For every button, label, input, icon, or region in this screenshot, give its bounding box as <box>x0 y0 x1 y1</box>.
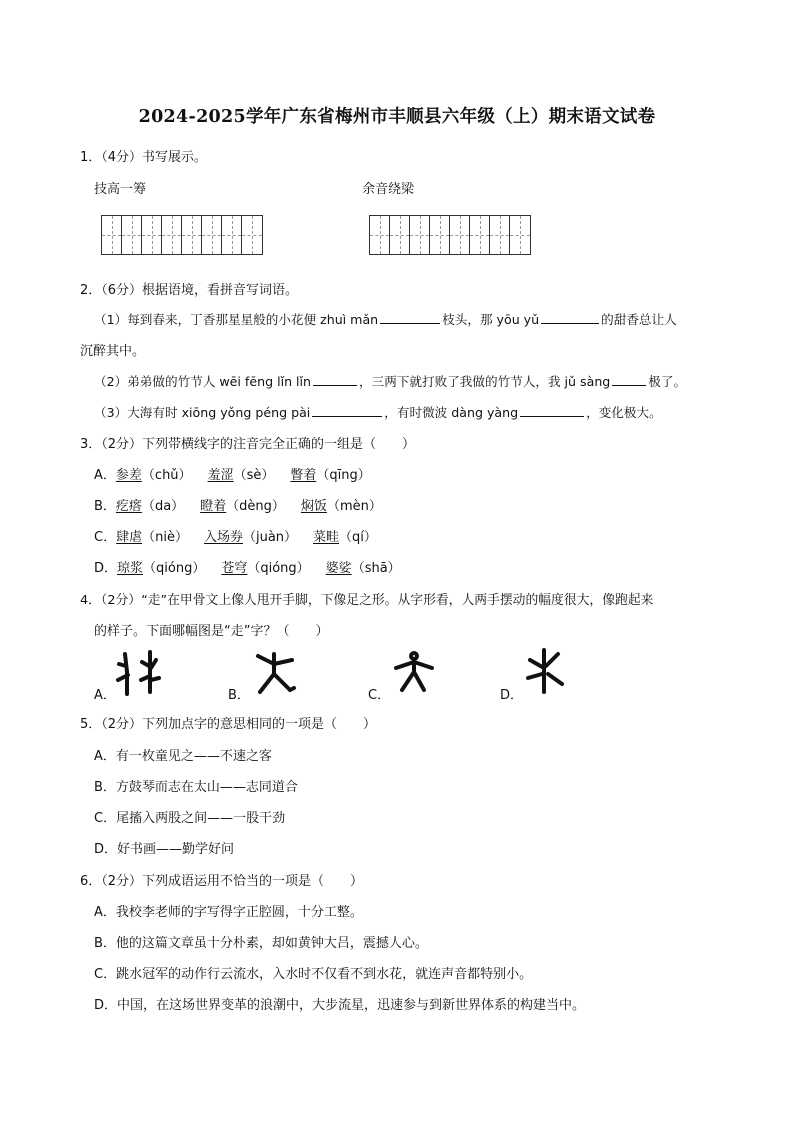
q2-line2 <box>94 371 686 390</box>
q4-option-c-label[interactable]: C． <box>368 688 391 703</box>
q1-word1: 技高一筹 <box>94 182 147 197</box>
q3-option-d[interactable] <box>94 557 401 576</box>
word: 参差 <box>115 468 142 483</box>
q2-line1-part2: 枝头，那 yōu yǔ <box>442 312 540 327</box>
pinyin: （qīng） <box>316 468 371 483</box>
word: 焖饭 <box>300 499 327 514</box>
writing-grid-2[interactable] <box>369 215 531 255</box>
q2-line1 <box>94 309 677 328</box>
q6-option-c[interactable]: C．跳水冠军的动作行云流水，入水时不仅看不到水花，就连声音都特别小。 <box>94 967 533 982</box>
pinyin: （qióng） <box>247 561 310 576</box>
option-label: A． <box>94 468 116 483</box>
answer-blank[interactable] <box>520 402 584 417</box>
q2-line2-part1: （2）弟弟做的竹节人 wēi fēng lǐn lǐn <box>94 374 312 389</box>
answer-blank[interactable] <box>313 371 357 386</box>
q1-word2: 余音绕梁 <box>362 182 415 197</box>
pinyin: （shā） <box>351 561 401 576</box>
answer-blank[interactable] <box>541 309 599 324</box>
word: 苍穹 <box>221 561 248 576</box>
pinyin: （qí） <box>339 530 377 545</box>
word: 入场券 <box>203 530 243 545</box>
q2-line1-part3: 的甜香总让人 <box>601 312 677 327</box>
q4-option-a-label[interactable]: A． <box>94 688 116 703</box>
pinyin: （mèn） <box>326 499 382 514</box>
option-label: B． <box>94 499 116 514</box>
q2-line2-part3: 极了。 <box>648 374 687 389</box>
q5-option-c[interactable]: C．尾搐入两股之间——一股干劲 <box>94 811 286 826</box>
q2-line3-part3: ，变化极大。 <box>586 405 662 420</box>
word: 瞪着 <box>200 499 227 514</box>
word: 菜畦 <box>313 530 340 545</box>
exam-title: 2024-2025学年广东省梅州市丰顺县六年级（上）期末语文试卷 <box>138 107 656 127</box>
word: 琼浆 <box>117 561 144 576</box>
q3-stem: 3．（2分）下列带横线字的注音完全正确的一组是（ ） <box>80 437 416 452</box>
word: 羞涩 <box>207 468 234 483</box>
oracle-glyph-a-icon[interactable] <box>116 650 162 696</box>
pinyin: （da） <box>141 499 185 514</box>
oracle-glyph-b-icon[interactable] <box>252 650 298 696</box>
answer-blank[interactable] <box>312 402 382 417</box>
q1-stem: 1．（4分）书写展示。 <box>80 150 208 165</box>
q3-option-b[interactable] <box>94 495 382 514</box>
q6-stem: 6．（2分）下列成语运用不恰当的一项是（ ） <box>80 874 364 889</box>
option-label: D． <box>94 561 118 576</box>
q4-stem-line1: 4．（2分）“走”在甲骨文上像人甩开手脚，下像足之形。从字形看，人两手摆动的幅度很大，像跑起来 <box>80 593 654 608</box>
q4-stem-line2: 的样子。下面哪幅图是“走”字？（ ） <box>94 624 329 639</box>
word: 瞥着 <box>290 468 317 483</box>
q6-option-a[interactable]: A．我校李老师的字写得字正腔圆，十分工整。 <box>94 905 363 920</box>
option-label: C． <box>94 530 117 545</box>
q3-option-c[interactable] <box>94 526 377 545</box>
pinyin: （qióng） <box>143 561 206 576</box>
pinyin: （dèng） <box>226 499 285 514</box>
oracle-glyph-c-icon[interactable] <box>392 650 438 696</box>
q2-line3-part1: （3）大海有时 xiōng yǒng péng pài <box>94 405 311 420</box>
q3-option-a[interactable] <box>94 464 371 483</box>
writing-grid-1[interactable] <box>101 215 263 255</box>
q6-option-d[interactable]: D．中国，在这场世界变革的浪潮中，大步流星，迅速参与到新世界体系的构建当中。 <box>94 998 586 1013</box>
q4-option-b-label[interactable]: B． <box>228 688 250 703</box>
q2-line2-part2: ，三两下就打败了我做的竹节人，我 jǔ sàng <box>359 374 611 389</box>
q5-stem: 5．（2分）下列加点字的意思相同的一项是（ ） <box>80 717 377 732</box>
q4-option-d-label[interactable]: D． <box>500 688 524 703</box>
q2-line3 <box>94 402 662 421</box>
oracle-glyph-d-icon[interactable] <box>524 648 570 694</box>
pinyin: （chǔ） <box>141 468 192 483</box>
q6-option-b[interactable]: B．他的这篇文章虽十分朴素，却如黄钟大吕，震撼人心。 <box>94 936 428 951</box>
q2-stem: 2．（6分）根据语境，看拼音写词语。 <box>80 283 299 298</box>
q2-line1-part1: （1）每到春来，丁香那星星般的小花便 zhuì mǎn <box>94 312 379 327</box>
q2-line3-part2: ，有时微波 dàng yàng <box>384 405 519 420</box>
answer-blank[interactable] <box>612 371 646 386</box>
word: 疙瘩 <box>115 499 142 514</box>
pinyin: （niè） <box>142 530 188 545</box>
answer-blank[interactable] <box>380 309 440 324</box>
q5-option-a[interactable]: A．有一枚童见之——不速之客 <box>94 749 272 764</box>
q2-line1-cont: 沉醉其中。 <box>80 344 146 359</box>
pinyin: （sè） <box>233 468 275 483</box>
pinyin: （juàn） <box>242 530 298 545</box>
word: 婆娑 <box>325 561 352 576</box>
word: 肆虐 <box>116 530 143 545</box>
q5-option-d[interactable]: D．好书画——勤学好问 <box>94 842 235 857</box>
q5-option-b[interactable]: B．方鼓琴而志在太山——志同道合 <box>94 780 298 795</box>
